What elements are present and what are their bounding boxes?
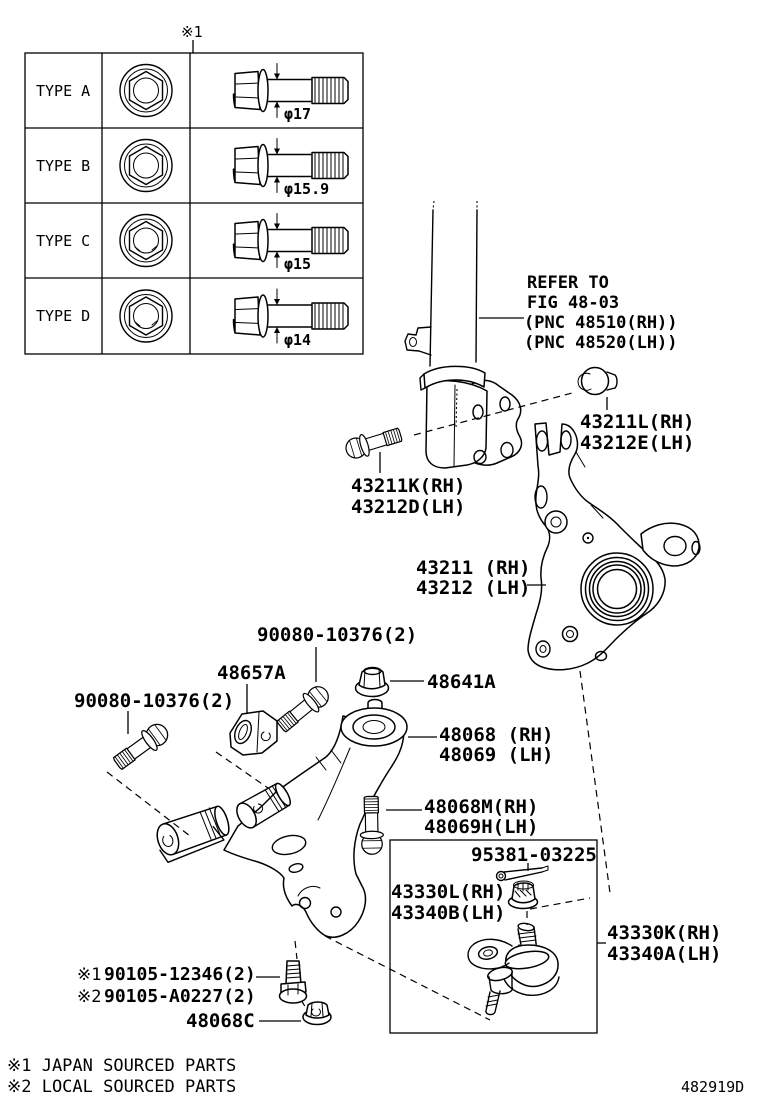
cotter-pin-drawing	[497, 866, 549, 881]
arm-set-bolt-drawing	[280, 961, 307, 1003]
label-balljoint-rh: 43330K(RH)	[607, 922, 722, 944]
table-row-type-b	[36, 139, 348, 199]
label-set-bolt-num2: 90105-A0227(2)	[104, 986, 256, 1007]
label-castle-nut-rh: 43330L(RH)	[391, 881, 506, 903]
arm-set-nut-drawing	[303, 1002, 331, 1025]
type-d-label: TYPE D	[36, 307, 91, 325]
label-castle-nut-lh: 43340B(LH)	[391, 902, 506, 924]
strut-nut-drawing	[578, 368, 617, 395]
label-balljoint-lh: 43340A(LH)	[607, 943, 722, 965]
table-row-type-d	[36, 289, 348, 349]
refer-line2: FIG 48-03	[527, 293, 620, 313]
strut-bolt-drawing	[343, 424, 403, 462]
type-c-label: TYPE C	[36, 232, 91, 250]
label-knuckle-lh: 43212 (LH)	[416, 577, 531, 599]
label-bolt-lower: 90080-10376(2)	[74, 690, 235, 712]
label-set-nut: 48068C	[186, 1010, 255, 1032]
label-set-bolt-prefix1: ※1	[77, 965, 102, 985]
type-a-diameter: φ17	[284, 105, 312, 123]
label-arm-bolt-rh: 48068M(RH)	[424, 796, 539, 818]
footer	[7, 1056, 744, 1097]
bolt-type-table	[25, 23, 363, 354]
refer-line1: REFER TO	[527, 273, 609, 293]
label-set-bolt-num1: 90105-12346(2)	[104, 964, 256, 985]
balljoint-box	[325, 840, 597, 1033]
table-remark: ※1	[181, 23, 203, 41]
bushing-clamp-drawing	[230, 711, 277, 755]
label-cotter-pin: 95381-03225	[471, 844, 597, 866]
refer-line4: (PNC 48520(LH))	[524, 333, 678, 353]
label-set-bolt-prefix2: ※2	[77, 987, 102, 1007]
type-a-label: TYPE A	[36, 82, 91, 100]
label-strut-nut-lh: 43212E(LH)	[580, 432, 695, 454]
label-knuckle-rh: 43211 (RH)	[416, 557, 531, 579]
part-labels	[74, 273, 721, 1032]
arm-bolt-lower-drawing	[110, 719, 172, 773]
figure-code: 482919D	[681, 1078, 745, 1096]
type-b-label: TYPE B	[36, 157, 91, 175]
castle-nut-drawing	[509, 881, 538, 909]
refer-line3: (PNC 48510(RH))	[524, 313, 678, 333]
footnote-local-sourced: ※2 LOCAL SOURCED PARTS	[7, 1077, 237, 1097]
type-d-diameter: φ14	[284, 331, 312, 349]
balljoint-drawing	[468, 922, 559, 1014]
table-row-type-a	[36, 64, 348, 124]
knuckle-drawing	[528, 423, 700, 670]
label-arm-rh: 48068 (RH)	[439, 724, 554, 746]
label-arm-nut: 48641A	[427, 671, 496, 693]
strut-drawing	[405, 201, 522, 468]
label-arm-lh: 48069 (LH)	[439, 744, 554, 766]
type-c-diameter: φ15	[284, 255, 312, 273]
label-strut-bolt-rh: 43211K(RH)	[351, 475, 466, 497]
label-bolt-upper: 90080-10376(2)	[257, 624, 418, 646]
arm-bolt-upper-drawing	[274, 682, 333, 736]
footnote-japan-sourced: ※1 JAPAN SOURCED PARTS	[7, 1056, 237, 1076]
arm-nut-drawing	[356, 668, 389, 697]
table-row-type-c	[36, 214, 348, 274]
label-strut-bolt-lh: 43212D(LH)	[351, 496, 466, 518]
label-camber-clamp: 48657A	[217, 662, 286, 684]
label-strut-nut-rh: 43211L(RH)	[580, 411, 695, 433]
label-arm-bolt-lh: 48069H(LH)	[424, 816, 539, 838]
type-b-diameter: φ15.9	[284, 180, 330, 198]
